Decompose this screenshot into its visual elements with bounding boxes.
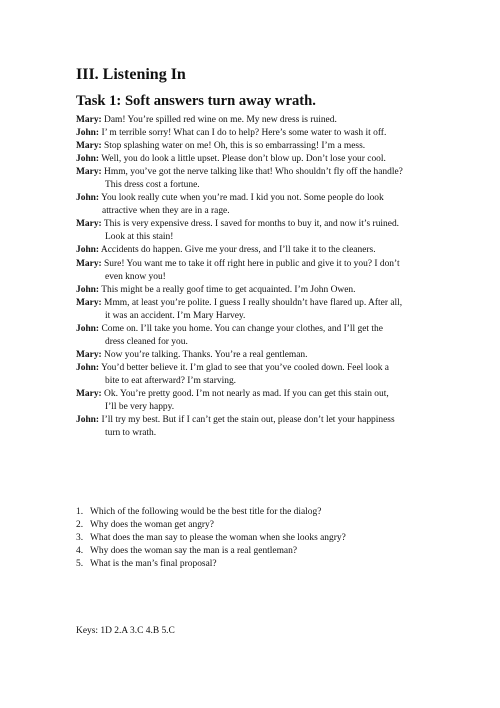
dialog-turn: [76, 323, 426, 349]
dialog-text: I’ m terrible sorry! What can I do to help? Here’s some water to wash it off.: [101, 128, 387, 139]
question-number: 3.: [76, 533, 84, 544]
dialog-line: [76, 153, 426, 166]
dialog-turn: [76, 244, 426, 257]
question-text: What does the man say to please the woman when she looks angry?: [90, 533, 346, 544]
dialog-line: [76, 114, 426, 127]
dialog-line: [76, 258, 426, 271]
speaker-label: Mary:: [76, 115, 102, 125]
speaker-label: Mary:: [76, 141, 102, 152]
question-item: [76, 532, 426, 545]
task-title: Task 1: Soft answers turn away wrath.: [76, 93, 316, 109]
dialog-line-continuation: Look at this stain!: [105, 232, 174, 243]
dialog-text: Hmm, you’ve got the nerve talking like that! Who shouldn’t fly off the handle?: [104, 167, 403, 178]
dialog-turn: [76, 192, 426, 218]
dialog-text: Mmm, at least you’re polite. I guess I really shouldn’t have flared up. After all,: [104, 297, 403, 308]
dialog-text: You’d better believe it. I’m glad to see that you’ve cooled down. Feel look a: [101, 362, 389, 373]
speaker-label: John:: [76, 362, 100, 373]
dialog-text: Accidents do happen. Give me your dress, and I’ll take it to the cleaners.: [100, 245, 376, 256]
dialog-text: Stop splashing water on me! Oh, this is so embarrassing! I’m a mess.: [104, 141, 366, 152]
dialog-line: [76, 323, 426, 336]
dialog: [76, 114, 426, 440]
dialog-line: [76, 414, 426, 427]
dialog-turn: [76, 127, 426, 140]
question-number: 5.: [76, 559, 84, 570]
speaker-label: John:: [76, 128, 100, 139]
speaker-label: Mary:: [76, 167, 102, 178]
section-title: III. Listening In: [76, 66, 186, 83]
speaker-label: John:: [76, 415, 100, 426]
dialog-line: [76, 127, 426, 140]
dialog-turn: [76, 166, 426, 192]
question-list: [76, 506, 426, 571]
dialog-turn: [76, 414, 426, 440]
dialog-turn: [76, 114, 426, 127]
dialog-turn: [76, 297, 426, 323]
speaker-label: John:: [76, 193, 100, 204]
speaker-label: Mary:: [76, 219, 102, 230]
dialog-line: [76, 362, 426, 375]
question-number: 2.: [76, 520, 84, 531]
dialog-line-continuation: even know you!: [105, 271, 166, 282]
dialog-line: [76, 388, 426, 401]
dialog-text: This is very expensive dress. I saved for months to buy it, and now it’s ruined.: [103, 219, 400, 230]
speaker-label: Mary:: [76, 258, 102, 269]
dialog-line: [76, 349, 426, 362]
dialog-text: I’ll try my best. But if I can’t get the stain out, please don’t let your happiness: [101, 415, 395, 426]
dialog-turn: [76, 140, 426, 153]
question-text: What is the man’s final proposal?: [90, 559, 217, 570]
dialog-line: [76, 297, 426, 310]
dialog-turn: [76, 388, 426, 414]
speaker-label: Mary:: [76, 388, 102, 399]
question-text: Why does the woman get angry?: [90, 520, 214, 531]
question-number: 1.: [76, 507, 84, 517]
dialog-text: This might be a really goof time to get acquainted. I’m John Owen.: [101, 284, 356, 295]
dialog-line: [76, 244, 426, 257]
dialog-line: [76, 218, 426, 231]
speaker-label: John:: [76, 154, 100, 165]
dialog-line-continuation: This dress cost a fortune.: [105, 180, 200, 191]
dialog-line: [76, 166, 426, 179]
dialog-line-continuation: bite to eat afterward? I’m starving.: [105, 375, 237, 386]
dialog-line-continuation: I’ll be very happy.: [105, 402, 175, 413]
question-text: Why does the woman say the man is a real gentleman?: [90, 546, 298, 557]
dialog-text: Sure! You want me to take it off right here in public and give it to you? I don’t: [104, 258, 400, 269]
question-item: [76, 506, 426, 519]
answer-keys: Keys: 1D 2.A 3.C 4.B 5.C: [76, 626, 175, 636]
dialog-line: [76, 284, 426, 297]
dialog-line-continuation: attractive when they are in a rage.: [102, 206, 230, 217]
dialog-text: You look really cute when you’re mad. I kid you not. Some people do look: [101, 193, 384, 204]
question-item: [76, 545, 426, 558]
dialog-line: [76, 192, 426, 205]
dialog-line-continuation: it was an accident. I’m Mary Harvey.: [105, 310, 246, 321]
speaker-label: John:: [76, 284, 100, 295]
dialog-text: Well, you do look a little upset. Please don’t blow up. Don’t lose your cool.: [101, 154, 386, 165]
dialog-text: Dam! You’re spilled red wine on me. My new dress is ruined.: [104, 115, 337, 125]
dialog-text: Ok. You’re pretty good. I’m not nearly as mad. If you can get this stain out,: [104, 388, 389, 399]
speaker-label: John:: [76, 245, 100, 256]
dialog-turn: [76, 258, 426, 284]
dialog-text: Now you’re talking. Thanks. You’re a real gentleman.: [104, 349, 308, 360]
dialog-turn: [76, 362, 426, 388]
question-item: [76, 558, 426, 571]
dialog-line-continuation: dress cleaned for you.: [105, 336, 188, 347]
question-item: [76, 519, 426, 532]
question-text: Which of the following would be the best title for the dialog?: [90, 507, 322, 517]
speaker-label: Mary:: [76, 349, 102, 360]
speaker-label: John:: [76, 323, 100, 334]
question-number: 4.: [76, 546, 84, 557]
dialog-turn: [76, 218, 426, 244]
dialog-turn: [76, 284, 426, 297]
dialog-text: Come on. I’ll take you home. You can change your clothes, and I’ll get the: [101, 323, 383, 334]
dialog-line: [76, 140, 426, 153]
speaker-label: Mary:: [76, 297, 102, 308]
dialog-line-continuation: turn to wrath.: [105, 428, 157, 439]
dialog-turn: [76, 349, 426, 362]
dialog-turn: [76, 153, 426, 166]
